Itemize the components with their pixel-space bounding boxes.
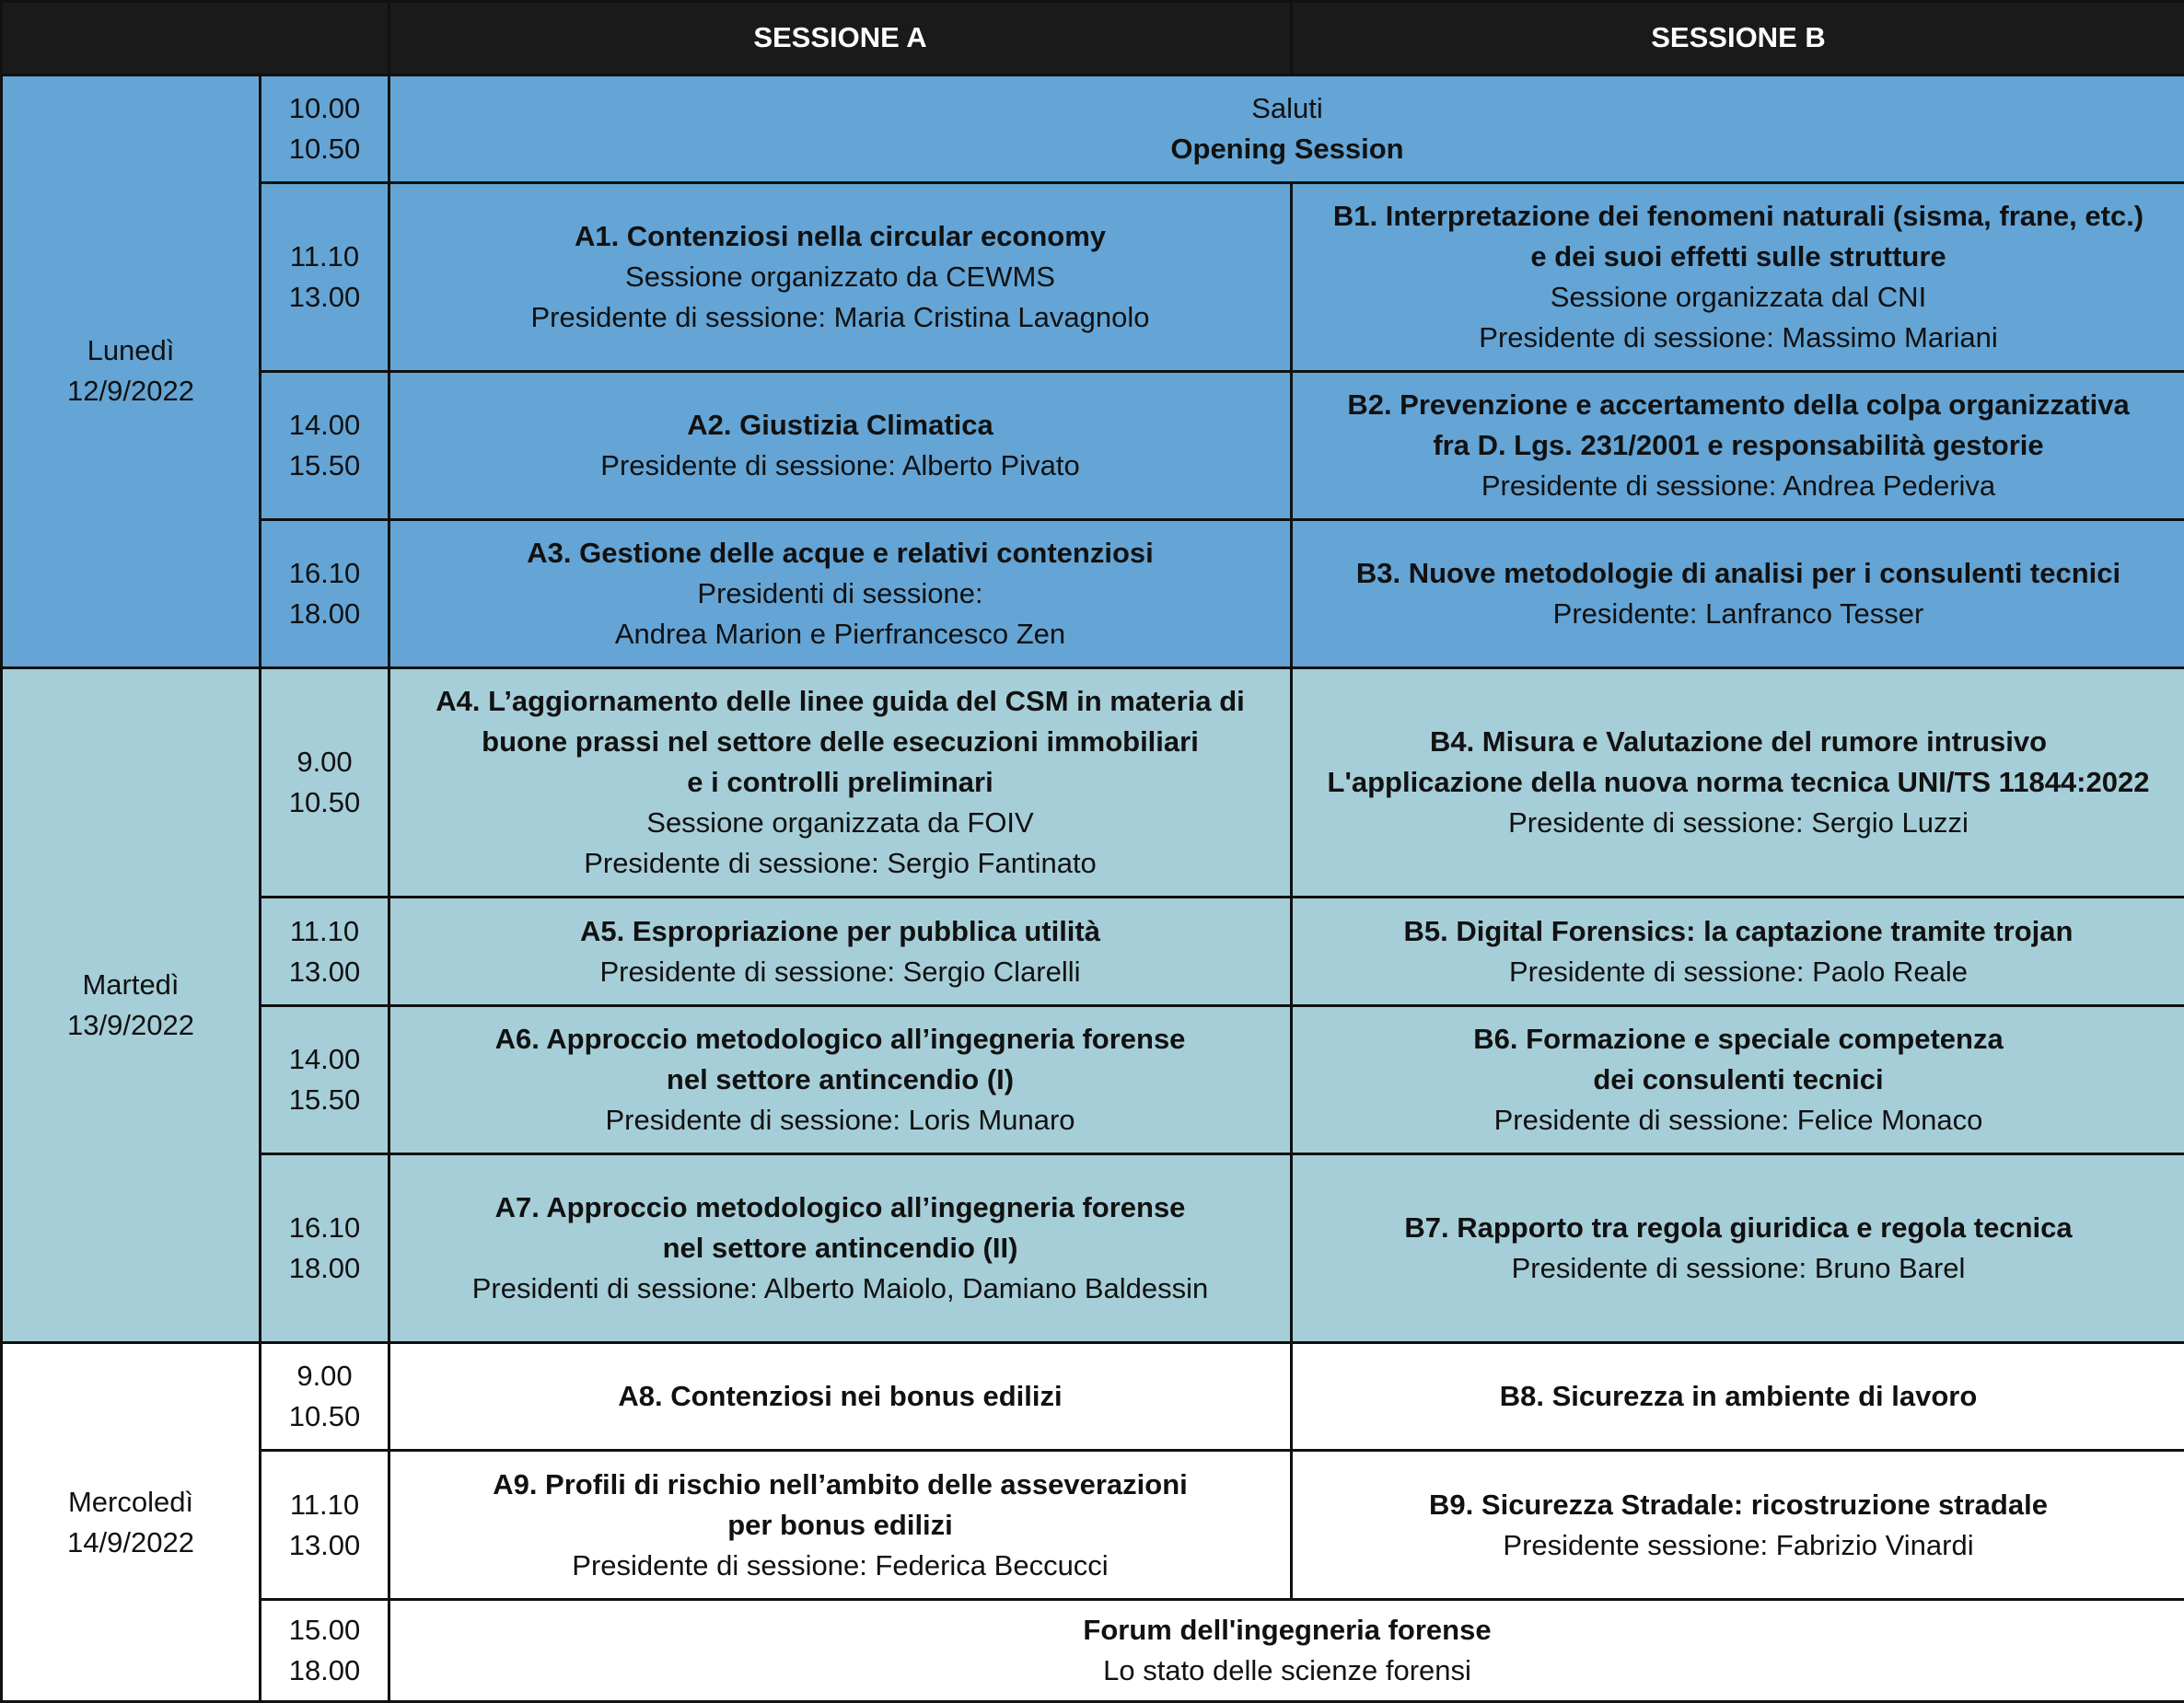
time-start: 11.10 xyxy=(289,239,360,272)
time-end: 13.00 xyxy=(288,955,361,988)
session-chair: Presidente di sessione: Massimo Mariani xyxy=(1479,320,1998,353)
session-title-cont: e i controlli preliminari xyxy=(687,765,993,798)
session-chair: Presidente di sessione: Paolo Reale xyxy=(1508,955,1969,988)
slot-row xyxy=(2,667,2184,898)
slot-row xyxy=(2,1600,2184,1702)
forum-cell xyxy=(389,1600,2184,1702)
session-title: A5. Espropriazione per pubblica utilità xyxy=(580,914,1100,947)
session-b-header: SESSIONE B xyxy=(1292,2,2184,75)
slot-row xyxy=(2,1006,2184,1154)
slot-row xyxy=(2,1154,2184,1343)
time-start: 14.00 xyxy=(288,1043,361,1076)
time-start: 9.00 xyxy=(296,745,353,778)
time-start: 9.00 xyxy=(296,1360,353,1393)
time-cell xyxy=(261,1154,389,1343)
time-end: 18.00 xyxy=(288,597,361,630)
day-cell-monday xyxy=(2,75,261,667)
time-cell xyxy=(261,183,389,371)
time-start: 16.10 xyxy=(288,1211,361,1245)
session-a7-cell xyxy=(389,1154,1292,1343)
session-title: B4. Misura e Valutazione del rumore intrusivo xyxy=(1429,724,2048,758)
session-title: B8. Sicurezza in ambiente di lavoro xyxy=(1499,1380,1978,1413)
session-chair: Presidenti di sessione: Alberto Maiolo, Damiano Baldessin xyxy=(471,1272,1209,1305)
slot-row xyxy=(2,371,2184,519)
slot-row xyxy=(2,1451,2184,1600)
session-chair: Presidente di sessione: Sergio Fantinato xyxy=(584,846,1097,879)
session-chair: Presidente di sessione: Felice Monaco xyxy=(1493,1104,1983,1137)
time-end: 10.50 xyxy=(288,785,361,818)
time-end: 13.00 xyxy=(288,1528,361,1561)
session-chair: Presidente: Lanfranco Tesser xyxy=(1552,597,1924,630)
time-cell xyxy=(261,1006,389,1154)
session-b8-cell xyxy=(1292,1343,2184,1451)
day-cell-tuesday xyxy=(2,667,261,1343)
time-cell xyxy=(261,667,389,898)
session-b6-cell xyxy=(1292,1006,2184,1154)
session-detail: Sessione organizzato da CEWMS xyxy=(625,260,1055,293)
time-cell xyxy=(261,898,389,1006)
session-a8-cell xyxy=(389,1343,1292,1451)
session-chair-label: Presidenti di sessione: xyxy=(697,576,983,609)
slot-row xyxy=(2,1343,2184,1451)
time-cell xyxy=(261,519,389,667)
session-title-cont: per bonus edilizi xyxy=(727,1508,953,1541)
time-start: 16.10 xyxy=(288,556,361,589)
session-title: B7. Rapporto tra regola giuridica e regola tecnica xyxy=(1404,1211,2073,1245)
session-title: A9. Profili di rischio nell’ambito delle asseverazioni xyxy=(493,1467,1188,1500)
time-end: 18.00 xyxy=(288,1252,361,1285)
time-cell xyxy=(261,75,389,183)
session-b1-cell xyxy=(1292,183,2184,371)
time-start: 10.00 xyxy=(288,91,361,124)
session-title: A3. Gestione delle acque e relativi contenziosi xyxy=(527,536,1154,569)
time-end: 15.50 xyxy=(288,1083,361,1117)
session-a1-cell xyxy=(389,183,1292,371)
time-start: 11.10 xyxy=(289,1488,360,1521)
session-chair: Presidente di sessione: Loris Munaro xyxy=(605,1104,1075,1137)
session-title-cont: buone prassi nel settore delle esecuzioni immobiliari xyxy=(482,724,1199,758)
time-start: 14.00 xyxy=(288,408,361,441)
session-chair: Presidente di sessione: Sergio Clarelli xyxy=(599,955,1081,988)
session-title: B2. Prevenzione e accertamento della colpa organizzativa xyxy=(1347,388,2130,421)
time-end: 13.00 xyxy=(288,280,361,313)
session-title-cont: dei consulenti tecnici xyxy=(1593,1063,1884,1096)
session-b7-cell xyxy=(1292,1154,2184,1343)
session-a3-cell xyxy=(389,519,1292,667)
slot-row xyxy=(2,898,2184,1006)
session-chair: Presidente di sessione: Sergio Luzzi xyxy=(1508,805,1969,839)
span-subtitle: Lo stato delle scienze forensi xyxy=(1103,1654,1471,1687)
session-chair: Presidente di sessione: Maria Cristina Lavagnolo xyxy=(530,300,1150,333)
day-name: Martedì xyxy=(82,968,180,1001)
session-title: B3. Nuove metodologie di analisi per i consulenti tecnici xyxy=(1355,556,2121,589)
session-title-cont: nel settore antincendio (I) xyxy=(666,1063,1015,1096)
session-a6-cell xyxy=(389,1006,1292,1154)
time-cell xyxy=(261,1451,389,1600)
session-title: A8. Contenziosi nei bonus edilizi xyxy=(618,1380,1063,1413)
session-chair: Presidente di sessione: Federica Beccucci xyxy=(572,1548,1109,1581)
session-title-cont: fra D. Lgs. 231/2001 e responsabilità gestorie xyxy=(1433,428,2044,461)
time-cell xyxy=(261,1600,389,1702)
span-subtitle: Saluti xyxy=(1251,91,1323,124)
time-cell xyxy=(261,1343,389,1451)
slot-row xyxy=(2,75,2184,183)
time-end: 15.50 xyxy=(288,448,361,481)
session-chair: Presidente di sessione: Alberto Pivato xyxy=(600,448,1080,481)
session-b5-cell xyxy=(1292,898,2184,1006)
session-chair: Presidente di sessione: Bruno Barel xyxy=(1511,1252,1966,1285)
slot-row xyxy=(2,183,2184,371)
header-row xyxy=(2,2,2184,75)
day-date: 13/9/2022 xyxy=(67,1009,194,1041)
header-blank xyxy=(2,2,389,75)
session-title: B1. Interpretazione dei fenomeni naturali (sisma, frane, etc.) xyxy=(1332,199,2144,232)
session-chair: Presidente di sessione: Andrea Pederiva xyxy=(1481,469,1996,502)
time-end: 10.50 xyxy=(288,1400,361,1433)
session-detail: Sessione organizzata dal CNI xyxy=(1550,280,1927,313)
session-title: A7. Approccio metodologico all’ingegneria forense xyxy=(494,1191,1186,1224)
session-a9-cell xyxy=(389,1451,1292,1600)
session-title: B9. Sicurezza Stradale: ricostruzione stradale xyxy=(1429,1488,2048,1521)
session-b2-cell xyxy=(1292,371,2184,519)
session-a-header: SESSIONE A xyxy=(389,2,1292,75)
session-a5-cell xyxy=(389,898,1292,1006)
time-cell xyxy=(261,371,389,519)
opening-session-cell xyxy=(389,75,2184,183)
span-title: Forum dell'ingegneria forense xyxy=(1083,1614,1492,1647)
session-title: A6. Approccio metodologico all’ingegneria forense xyxy=(494,1023,1186,1056)
session-title: A4. L’aggiornamento delle linee guida del CSM in materia di xyxy=(436,684,1245,717)
time-start: 11.10 xyxy=(289,914,360,947)
session-title: A1. Contenziosi nella circular economy xyxy=(574,219,1107,252)
slot-row xyxy=(2,519,2184,667)
session-detail: Sessione organizzata da FOIV xyxy=(646,805,1034,839)
span-title: Opening Session xyxy=(1170,132,1404,165)
time-start: 15.00 xyxy=(288,1614,361,1647)
session-chair: Presidente sessione: Fabrizio Vinardi xyxy=(1503,1528,1974,1561)
session-title: B5. Digital Forensics: la captazione tramite trojan xyxy=(1403,914,2074,947)
time-end: 10.50 xyxy=(288,132,361,165)
session-title-cont: e dei suoi effetti sulle strutture xyxy=(1530,239,1946,272)
session-title: A2. Giustizia Climatica xyxy=(687,408,993,441)
session-title: B6. Formazione e speciale competenza xyxy=(1473,1023,2004,1056)
session-a4-cell xyxy=(389,667,1292,898)
session-b9-cell xyxy=(1292,1451,2184,1600)
day-name: Mercoledì xyxy=(67,1485,194,1518)
day-cell-wednesday xyxy=(2,1343,261,1702)
time-end: 18.00 xyxy=(288,1654,361,1687)
day-date: 12/9/2022 xyxy=(67,375,194,408)
day-name: Lunedì xyxy=(87,334,175,367)
session-title-cont: L'applicazione della nuova norma tecnica UNI/TS 11844:2022 xyxy=(1327,765,2150,798)
session-a2-cell xyxy=(389,371,1292,519)
session-chair: Andrea Marion e Pierfrancesco Zen xyxy=(614,617,1066,650)
day-date: 14/9/2022 xyxy=(67,1525,194,1558)
session-title-cont: nel settore antincendio (II) xyxy=(662,1232,1018,1265)
session-b4-cell xyxy=(1292,667,2184,898)
session-b3-cell xyxy=(1292,519,2184,667)
